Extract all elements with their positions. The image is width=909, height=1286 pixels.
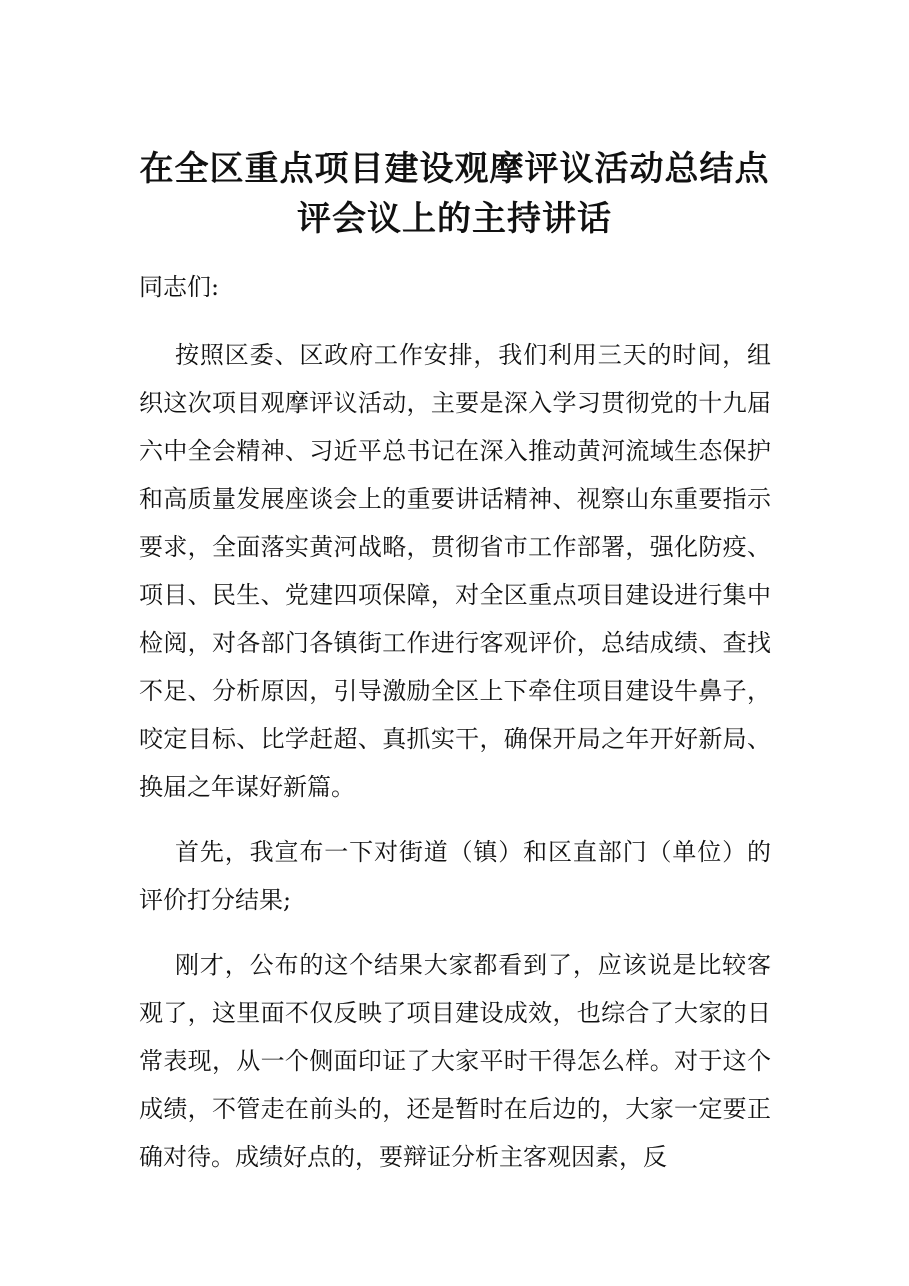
title-line-1: 在全区重点项目建设观摩评议活动总结点 [139, 149, 770, 189]
document-body [139, 263, 771, 1198]
paragraph-2: 首先，我宣布一下对街道（镇）和区直部门（单位）的评价打分结果; [139, 838, 771, 914]
greeting: 同志们: [139, 273, 220, 301]
document-title [100, 144, 809, 244]
paragraph-1: 按照区委、区政府工作安排，我们利用三天的时间，组织这次项目观摩评议活动，主要是深入学习贯彻党的十九届六中全会精神、习近平总书记在深入推动黄河流域生态保护和高质量发展座谈会上的重要讲话精神、视察山东重要指示要求，全面落实黄河战略，贯彻省市工作部署，强化防疫、项目、民生、党建四项保障，对全区重点项目建设进行集中检阅，对各部门各镇街工作进行客观评价，总结成绩、查找不足、分析原因，引导激励全区上下牵住项目建设牛鼻子，咬定目标、比学赶超、真抓实干，确保开局之年开好新局、换届之年谋好新篇。 [139, 341, 771, 801]
paragraph-3: 刚才，公布的这个结果大家都看到了，应该说是比较客观了，这里面不仅反映了项目建设成效，也综合了大家的日常表现，从一个侧面印证了大家平时干得怎么样。对于这个成绩，不管走在前头的，还是暂时在后边的，大家一定要正确对待。成绩好点的，要辩证分析主客观因素，反 [139, 951, 771, 1171]
title-line-2: 评会议上的主持讲话 [297, 199, 612, 239]
